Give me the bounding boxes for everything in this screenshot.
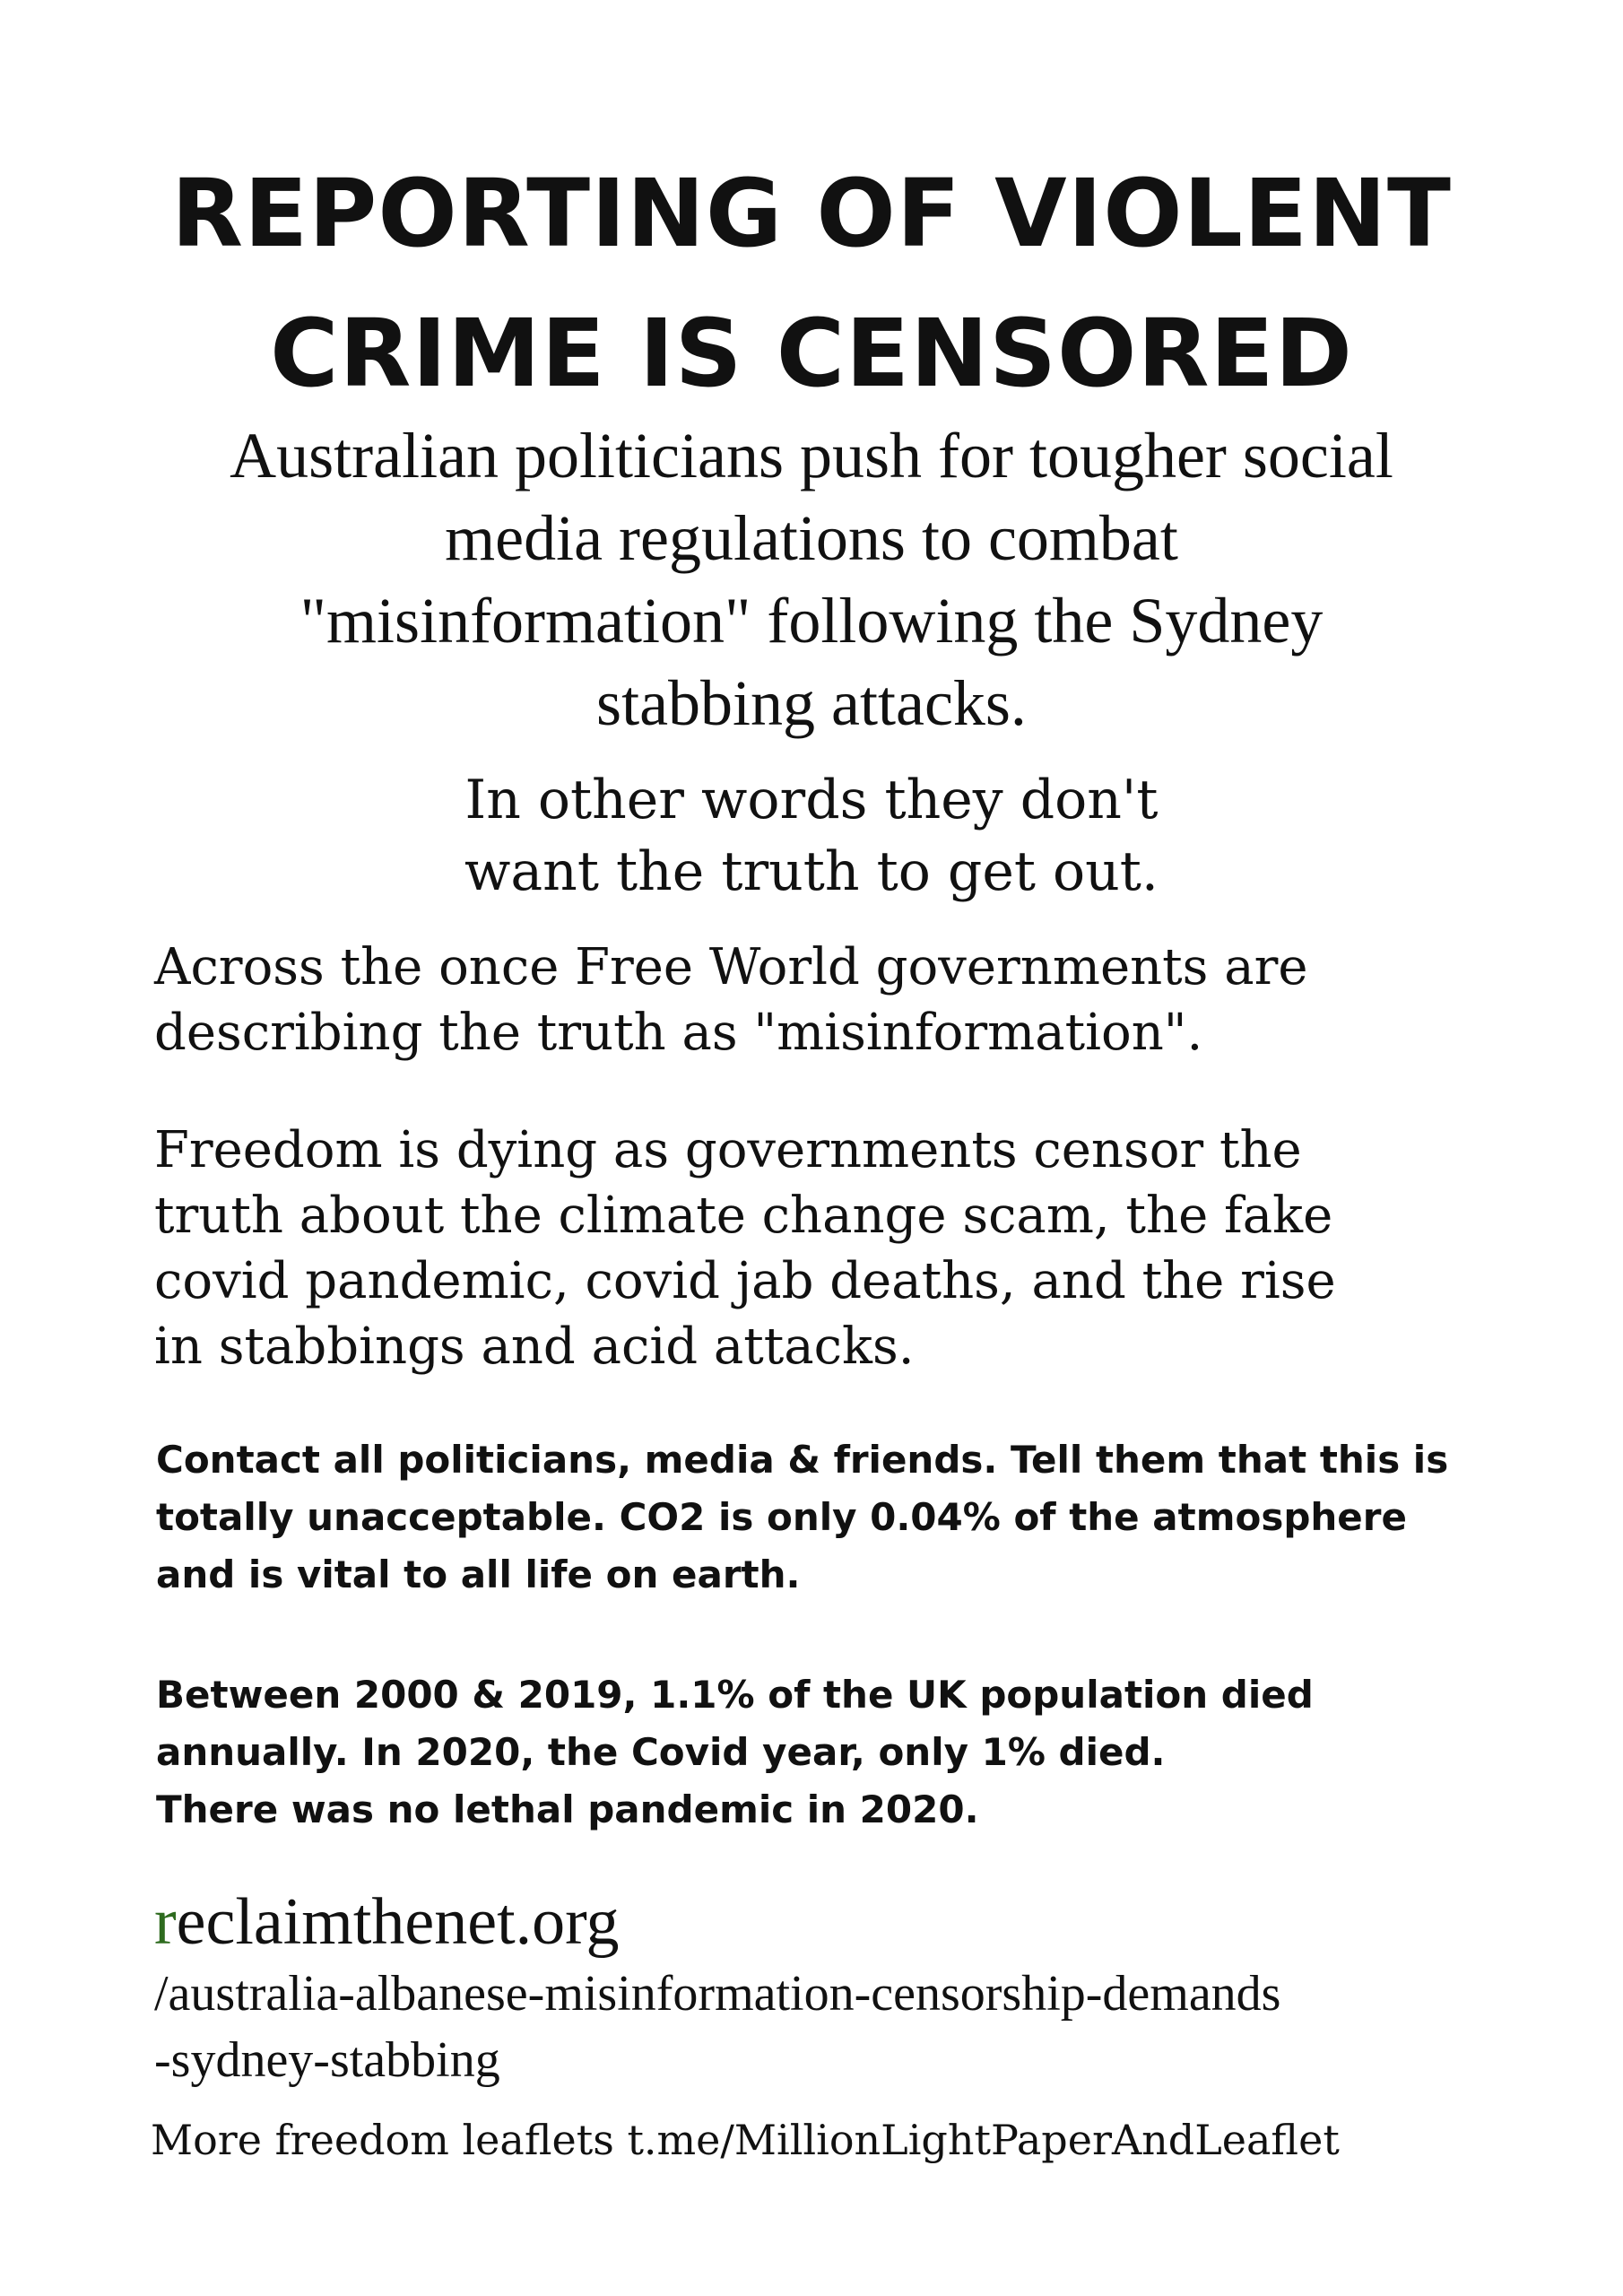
paragraph-line: Between 2000 & 2019, 1.1% of the UK population died [156, 1673, 1314, 1717]
in-other-words-statement [269, 764, 1354, 908]
source-site-rest: eclaimthenet.org [176, 1885, 620, 1959]
source-site-accent-letter: r [154, 1885, 177, 1959]
paragraph-line: Contact all politicians, media & friends. Tell them that this is [156, 1438, 1449, 1482]
headline [108, 144, 1515, 423]
source-site [154, 1882, 619, 1962]
across-paragraph [154, 935, 1535, 1065]
footer-note: More freedom leaflets t.me/MillionLightPaperAndLeaflet [151, 2116, 1340, 2164]
paragraph-line: and is vital to all life on earth. [156, 1552, 801, 1596]
headline-line: REPORTING OF VIOLENT [171, 159, 1452, 268]
paragraph-line: in stabbings and acid attacks. [154, 1318, 915, 1376]
paragraph-line: truth about the climate change scam, the fake [154, 1187, 1333, 1245]
paragraph-line: There was no lethal pandemic in 2020. [156, 1787, 979, 1831]
subheadline-line: "misinformation" following the Sydney [299, 585, 1324, 657]
paragraph-line: annually. In 2020, the Covid year, only 1% died. [156, 1730, 1166, 1774]
paragraph-line: covid pandemic, covid jab deaths, and the rise [154, 1252, 1336, 1310]
source-path-line: -sydney-stabbing [154, 2032, 500, 2088]
subheadline-line: media regulations to combat [445, 502, 1178, 574]
paragraph-line: describing the truth as "misinformation". [154, 1004, 1203, 1062]
contact-paragraph [156, 1431, 1555, 1604]
subheadline-line: Australian politicians push for tougher social [230, 420, 1393, 491]
mortality-paragraph [156, 1666, 1555, 1839]
subheadline-line: stabbing attacks. [596, 667, 1027, 739]
headline-line: CRIME IS CENSORED [270, 299, 1353, 408]
statement-line: In other words they don't [464, 769, 1159, 831]
freedom-paragraph [154, 1118, 1535, 1379]
paragraph-line: Across the once Free World governments are [154, 938, 1308, 996]
source-path-line: /australia-albanese-misinformation-censorship-demands [154, 1966, 1281, 2022]
subheadline [135, 414, 1488, 744]
paragraph-line: Freedom is dying as governments censor the [154, 1121, 1302, 1179]
statement-line: want the truth to get out. [464, 840, 1159, 903]
paragraph-line: totally unacceptable. CO2 is only 0.04% of the atmosphere [156, 1495, 1407, 1539]
source-path [154, 1961, 1553, 2093]
